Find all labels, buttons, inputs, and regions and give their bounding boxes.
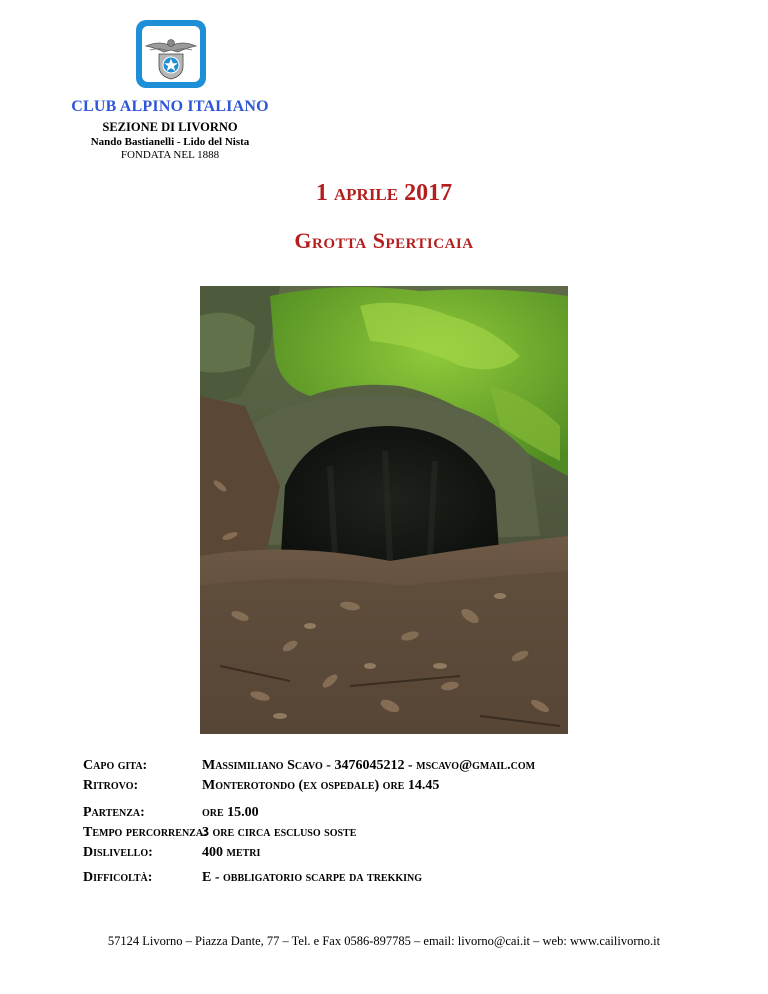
- info-label-ritrovo: Ritrovo:: [83, 778, 139, 793]
- info-value-capo-gita: Massimiliano Scavo - 3476045212 - mscavo@gmail.com: [202, 758, 536, 773]
- eagle-star-icon: [142, 26, 200, 82]
- info-value-tempo: 3 ore circa escluso soste: [202, 825, 357, 840]
- section-name: SEZIONE DI LIVORNO: [102, 120, 238, 134]
- cave-entrance-photo: [200, 286, 568, 734]
- info-label-difficolta: Difficoltà:: [83, 870, 153, 885]
- logo-emblem: [142, 26, 200, 82]
- event-date: 1 aprile 2017: [315, 180, 453, 206]
- info-value-partenza: ore 15.00: [202, 805, 259, 820]
- cai-logo: [136, 20, 206, 88]
- dedication-line: Nando Bastianelli - Lido del Nista: [90, 136, 250, 148]
- info-label-capo-gita: Capo gita:: [83, 758, 148, 773]
- org-name: CLUB ALPINO ITALIANO: [71, 98, 269, 115]
- info-label-dislivello: Dislivello:: [83, 845, 153, 860]
- event-title: Grotta Sperticaia: [294, 228, 474, 253]
- info-label-partenza: Partenza:: [83, 805, 145, 820]
- footer-contacts: 57124 Livorno – Piazza Dante, 77 – Tel. e Fax 0586-897785 – email: livorno@cai.it – web: www.cailivorno.it: [107, 934, 661, 948]
- founded-line: FONDATA NEL 1888: [120, 149, 220, 161]
- info-value-dislivello: 400 metri: [202, 845, 261, 860]
- info-value-ritrovo: Monterotondo (ex ospedale) ore 14.45: [202, 778, 440, 793]
- info-value-difficolta: E - obbligatorio scarpe da trekking: [202, 870, 423, 885]
- info-label-tempo: Tempo percorrenza:: [83, 825, 208, 840]
